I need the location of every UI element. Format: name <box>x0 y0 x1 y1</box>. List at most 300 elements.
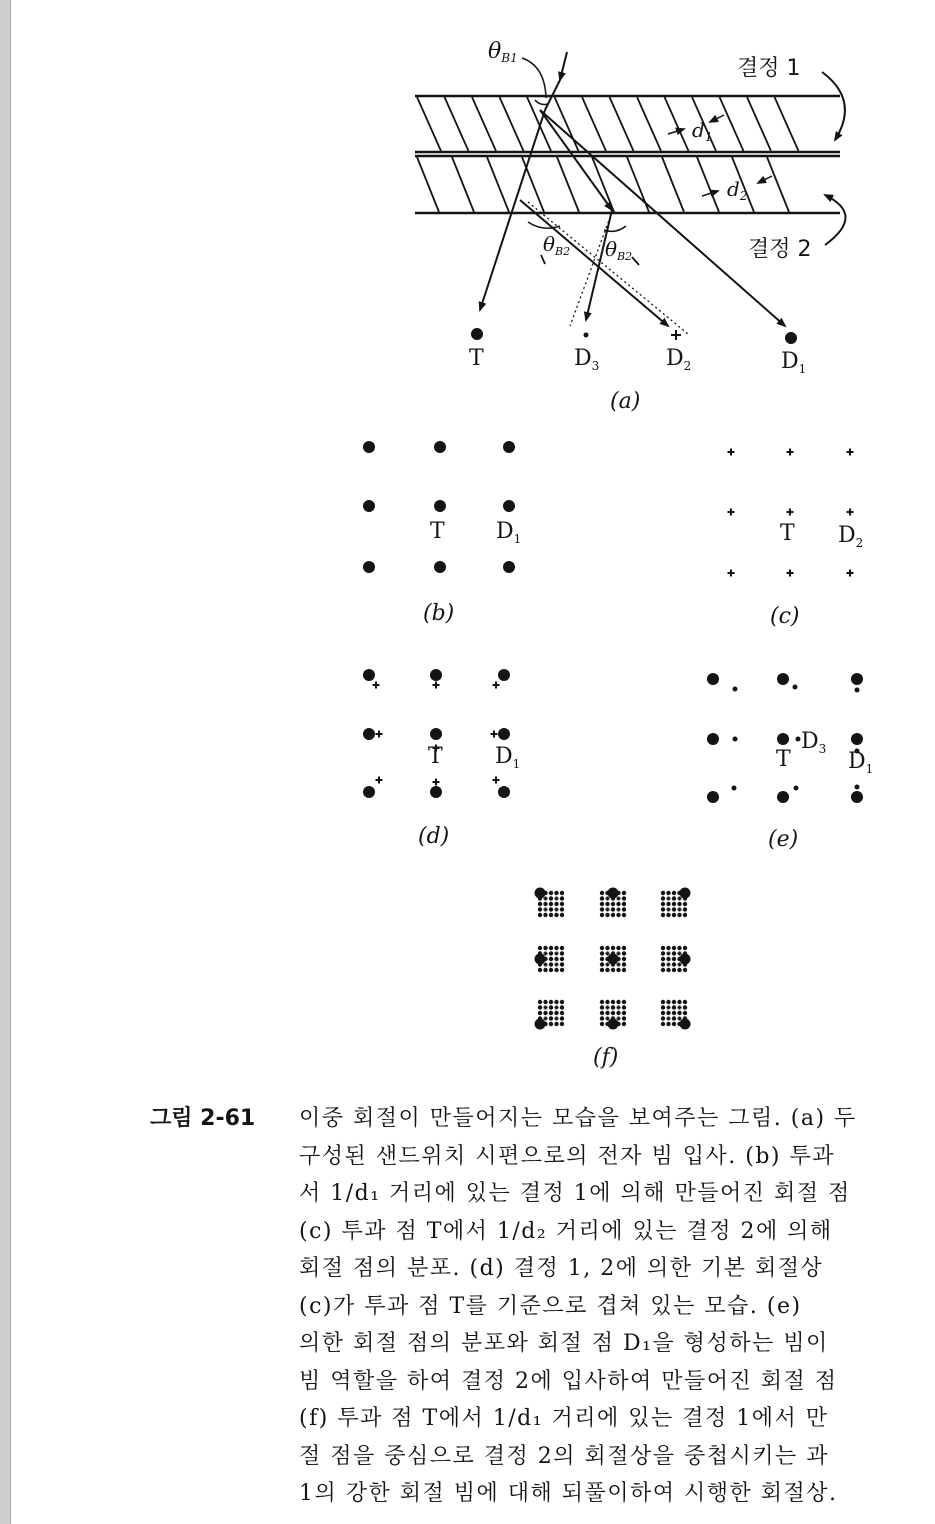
label-d1: $D_1$ <box>781 349 807 376</box>
diffraction-spot-cross <box>555 908 559 912</box>
diffraction-spot <box>672 896 676 900</box>
diffraction-spot <box>560 1022 564 1026</box>
diffraction-spot <box>549 891 553 895</box>
diffraction-spot <box>622 902 626 906</box>
diffraction-spot <box>549 1000 553 1004</box>
diffraction-spot <box>677 1000 681 1004</box>
diffraction-spot <box>855 688 860 693</box>
diffraction-spot <box>661 907 665 911</box>
diffraction-spot <box>672 1005 676 1009</box>
panel-b-t: T <box>430 519 445 544</box>
diffraction-spot <box>622 907 626 911</box>
diffraction-spot <box>600 891 604 895</box>
diffraction-spot <box>543 913 547 917</box>
diffraction-spot <box>549 896 553 900</box>
diffraction-spot <box>616 946 620 950</box>
beam-d3 <box>586 210 612 320</box>
diffraction-spot <box>672 1016 676 1020</box>
diffraction-spot <box>549 962 553 966</box>
diffraction-spot <box>622 1000 626 1004</box>
diffraction-spot-cross <box>606 952 610 956</box>
diffraction-spot <box>554 913 558 917</box>
caption-line: 회절 점의 분포. (d) 결정 1, 2에 의한 기본 회절상 <box>299 1256 824 1281</box>
crystal1-plane <box>500 97 524 151</box>
diffraction-spot <box>672 1011 676 1015</box>
diffraction-spot <box>543 891 547 895</box>
diffraction-spot <box>672 946 676 950</box>
diffraction-spot-cross <box>493 682 500 689</box>
panel-e-t: T <box>776 747 791 772</box>
diffraction-spot <box>538 1005 542 1009</box>
diffraction-spot <box>616 902 620 906</box>
crystal2-plane <box>557 157 579 212</box>
diffraction-spot <box>549 946 553 950</box>
panel-d-t: T <box>428 744 443 769</box>
label-t: T <box>469 346 484 371</box>
caption-line: 이중 회절이 만들어지는 모습을 보여주는 그림. (a) 두 <box>299 1106 857 1131</box>
diffraction-spot <box>605 968 609 972</box>
diffraction-spot-cross <box>376 731 383 738</box>
diffraction-spot <box>363 500 375 512</box>
diffraction-spot <box>661 1000 665 1004</box>
diffraction-spot <box>683 896 687 900</box>
diffraction-spot <box>666 1000 670 1004</box>
diffraction-spot <box>683 907 687 911</box>
diffraction-spot-cross <box>678 1006 682 1010</box>
diffraction-spot <box>538 1011 542 1015</box>
diffraction-spot <box>661 891 665 895</box>
diffraction-spot <box>543 968 547 972</box>
panel-c-spots <box>728 449 854 577</box>
diffraction-spot <box>622 957 626 961</box>
beam-d1 <box>540 110 785 326</box>
diffraction-spot <box>538 1000 542 1004</box>
diffraction-spot <box>600 913 604 917</box>
diffraction-spot <box>560 951 564 955</box>
crystal1-plane <box>555 97 579 151</box>
diffraction-spot-cross <box>667 963 671 967</box>
diffraction-spot <box>616 1011 620 1015</box>
crystal1-plane <box>720 97 744 151</box>
diffraction-spot <box>363 786 375 798</box>
diffraction-spot <box>554 946 558 950</box>
diffraction-spot-cross <box>544 963 548 967</box>
diffraction-spot <box>538 913 542 917</box>
crystal1-planes <box>417 97 799 151</box>
diffraction-spot <box>851 791 863 803</box>
d2-arrow-right <box>758 176 772 183</box>
diffraction-spot <box>538 962 542 966</box>
crystal1-pointer <box>822 72 845 140</box>
diffraction-spot <box>611 1005 615 1009</box>
diffraction-spot-cross <box>555 1017 559 1021</box>
diffraction-spot-cross <box>606 1006 610 1010</box>
panel-e-label: (e) <box>768 827 799 852</box>
diffraction-spot <box>777 791 789 803</box>
panel-b-spots <box>363 441 515 573</box>
diffraction-spot <box>707 733 719 745</box>
diffraction-spot <box>538 896 542 900</box>
diffraction-spot-cross <box>544 1006 548 1010</box>
diffraction-spot <box>600 962 604 966</box>
diffraction-spot <box>683 902 687 906</box>
diffraction-spot <box>616 968 620 972</box>
crystal1-plane <box>472 97 496 151</box>
diffraction-spot-cross <box>787 509 794 516</box>
caption-line: 서 1/d₁ 거리에 있는 결정 1에 의해 만들어진 회절 점 <box>299 1181 851 1206</box>
diffraction-spot <box>363 561 375 573</box>
label-d3: $D_3$ <box>574 346 600 373</box>
diffraction-spot <box>498 728 510 740</box>
diffraction-spot <box>543 1022 547 1026</box>
diffraction-spot <box>560 896 564 900</box>
diffraction-spot <box>554 1011 558 1015</box>
theta-b2-right-symbol: $\theta_{B2}$ <box>605 237 633 263</box>
diffraction-spot-cross <box>491 731 498 738</box>
diffraction-spot <box>611 896 615 900</box>
diffraction-spot-cross <box>667 1017 671 1021</box>
diffraction-spot <box>363 669 375 681</box>
diffraction-spot <box>554 902 558 906</box>
diffraction-spot <box>363 728 375 740</box>
panel-f-label: (f) <box>593 1045 619 1070</box>
diffraction-spot <box>622 1016 626 1020</box>
diffraction-spot-cross <box>544 897 548 901</box>
caption-line: 빔 역할을 하여 결정 2에 입사하여 만들어진 회절 점 <box>299 1368 838 1394</box>
diffraction-spot <box>611 962 615 966</box>
diffraction-spot <box>677 902 681 906</box>
diffraction-spot <box>434 561 446 573</box>
panel-f-spots <box>535 888 691 1030</box>
caption-line: 구성된 샌드위치 시편으로의 전자 빔 입사. (b) 투과 <box>299 1143 835 1169</box>
spot-t <box>471 328 483 340</box>
diffraction-spot <box>666 1011 670 1015</box>
theta-b1-leader <box>522 58 546 98</box>
diffraction-spot-cross <box>606 897 610 901</box>
diffraction-spot <box>683 946 687 950</box>
diffraction-spot <box>796 737 801 742</box>
diffraction-spot <box>661 951 665 955</box>
internal-beam <box>540 110 612 210</box>
diffraction-spot-cross <box>728 449 735 456</box>
diffraction-spot-cross <box>678 952 682 956</box>
panel-b-label: (b) <box>423 601 455 626</box>
d2-symbol: $d_2$ <box>727 177 748 203</box>
diffraction-spot <box>672 891 676 895</box>
diffraction-spot <box>733 687 738 692</box>
diffraction-spot <box>672 902 676 906</box>
crystal1-plane <box>747 97 771 151</box>
panel-e-d3: $D_3$ <box>801 729 827 756</box>
diffraction-spot <box>622 1022 626 1026</box>
crystal2-label: 결정 2 <box>748 237 812 262</box>
diffraction-spot <box>560 957 564 961</box>
crystal1-plane <box>637 97 661 151</box>
d1-symbol: $d_1$ <box>692 118 713 144</box>
diffraction-spot <box>560 962 564 966</box>
transmitted-beam <box>480 110 545 310</box>
diffraction-spot <box>666 913 670 917</box>
crystal1-plane <box>665 97 689 151</box>
diffraction-spot <box>600 951 604 955</box>
diffraction-spot <box>560 1005 564 1009</box>
diffraction-spot-cross <box>728 509 735 516</box>
diffraction-spot-cross <box>555 1006 559 1010</box>
diffraction-spot <box>616 1000 620 1004</box>
diffraction-spot <box>560 946 564 950</box>
diffraction-spot-cross <box>555 897 559 901</box>
diffraction-spot <box>503 441 515 453</box>
diffraction-spot-cross <box>787 449 794 456</box>
diffraction-spot-cross <box>847 509 854 516</box>
diffraction-spot-cross <box>728 570 735 577</box>
diffraction-spot <box>554 891 558 895</box>
diffraction-spot <box>554 1022 558 1026</box>
diffraction-spot <box>661 1022 665 1026</box>
diffraction-spot <box>560 1016 564 1020</box>
diffraction-spot <box>434 441 446 453</box>
crystal2-pointer <box>825 195 846 245</box>
diffraction-spot <box>616 1022 620 1026</box>
diffraction-spot <box>538 902 542 906</box>
diffraction-spot-cross <box>433 682 440 689</box>
diffraction-spot-cross <box>678 1017 682 1021</box>
panel-d-spots <box>363 669 510 798</box>
crystal1-plane <box>417 97 441 151</box>
diffraction-spot <box>661 1016 665 1020</box>
diffraction-spot <box>661 962 665 966</box>
diffraction-spot <box>851 733 863 745</box>
diffraction-spot-cross <box>544 908 548 912</box>
crystal2-plane <box>417 157 439 212</box>
diffraction-spot <box>622 946 626 950</box>
crystal1-plane <box>610 97 634 151</box>
diffraction-spot <box>666 957 670 961</box>
diffraction-spot-cross <box>606 1017 610 1021</box>
diffraction-spot <box>549 957 553 961</box>
diffraction-spot <box>611 907 615 911</box>
diffraction-spot <box>605 902 609 906</box>
diffraction-spot <box>733 737 738 742</box>
diffraction-spot <box>560 1011 564 1015</box>
diffraction-spot <box>672 957 676 961</box>
diffraction-spot <box>677 968 681 972</box>
diffraction-spot <box>560 1000 564 1004</box>
caption-line: (c) 투과 점 T에서 1/d₂ 거리에 있는 결정 2에 의해 <box>299 1218 833 1244</box>
diffraction-spot <box>554 1000 558 1004</box>
crystal2-plane <box>767 157 789 212</box>
panel-a-label: (a) <box>610 389 641 414</box>
panel-e-spots <box>707 673 863 803</box>
crystal2-plane <box>452 157 474 212</box>
caption-line: (f) 투과 점 T에서 1/d₁ 거리에 있는 결정 1에서 만 <box>299 1406 829 1431</box>
panel-d-label: (d) <box>418 824 450 849</box>
diffraction-spot <box>611 1000 615 1004</box>
diffraction-spot <box>672 907 676 911</box>
diffraction-spot-cross <box>544 952 548 956</box>
diffraction-spot <box>616 957 620 961</box>
diffraction-spot <box>549 1005 553 1009</box>
diffraction-spot <box>549 968 553 972</box>
diffraction-spot <box>600 968 604 972</box>
diffraction-spot <box>672 962 676 966</box>
diffraction-spot <box>683 1005 687 1009</box>
diffraction-spot-cross <box>433 779 440 786</box>
dotted-line-2 <box>570 212 612 326</box>
diffraction-spot-cross <box>493 777 500 784</box>
diffraction-spot <box>616 891 620 895</box>
label-d2: $D_2$ <box>666 346 692 373</box>
diffraction-spot <box>683 1000 687 1004</box>
diffraction-spot <box>498 669 510 681</box>
diffraction-spot-cross <box>617 963 621 967</box>
diffraction-spot <box>503 561 515 573</box>
diffraction-spot <box>605 913 609 917</box>
diffraction-spot <box>683 1011 687 1015</box>
diffraction-spot <box>554 957 558 961</box>
diffraction-spot <box>611 913 615 917</box>
spot-d3 <box>584 333 589 338</box>
diffraction-spot <box>611 1011 615 1015</box>
diffraction-spot <box>851 673 863 685</box>
diffraction-spot <box>794 786 799 791</box>
diffraction-spot <box>560 913 564 917</box>
caption-line: (c)가 투과 점 T를 기준으로 겹쳐 있는 모습. (e) <box>299 1293 802 1319</box>
diffraction-spot <box>672 1000 676 1004</box>
beam-d2 <box>520 200 668 326</box>
diffraction-spot-cross <box>678 897 682 901</box>
crystal2-plane <box>697 157 719 212</box>
diffraction-spot <box>666 968 670 972</box>
theta-b2-tick-right <box>632 257 639 265</box>
diffraction-spot <box>560 907 564 911</box>
diffraction-spot-cross <box>667 1006 671 1010</box>
crystal1-label: 결정 1 <box>737 56 801 81</box>
diffraction-spot <box>434 500 446 512</box>
diffraction-spot <box>538 907 542 911</box>
diffraction-spot-cross <box>667 908 671 912</box>
diffraction-spot <box>549 1016 553 1020</box>
diffraction-spot <box>605 1000 609 1004</box>
diffraction-spot <box>707 791 719 803</box>
diffraction-spot <box>498 786 510 798</box>
diffraction-spot <box>549 1011 553 1015</box>
diffraction-spot <box>622 968 626 972</box>
diffraction-spot <box>661 896 665 900</box>
diffraction-spot <box>600 1016 604 1020</box>
diffraction-spot-cross <box>678 908 682 912</box>
panel-e-d1: $D_1$ <box>848 749 874 776</box>
panel-d-d: $D_1$ <box>495 744 521 771</box>
diffraction-spot-cross <box>555 963 559 967</box>
diffraction-spot <box>622 962 626 966</box>
diffraction-spot-cross <box>376 777 383 784</box>
panel-b-d: $D_1$ <box>496 519 522 546</box>
diffraction-spot-cross <box>617 952 621 956</box>
diffraction-spot-cross <box>373 682 380 689</box>
diffraction-spot-cross <box>606 908 610 912</box>
diffraction-spot <box>600 1011 604 1015</box>
diffraction-spot <box>549 902 553 906</box>
diffraction-spot <box>666 1022 670 1026</box>
diffraction-spot <box>543 957 547 961</box>
diffraction-spot <box>622 896 626 900</box>
diffraction-spot-cross <box>847 449 854 456</box>
diffraction-spot <box>543 902 547 906</box>
diffraction-spot <box>680 1019 691 1030</box>
diffraction-spot-cross <box>555 952 559 956</box>
diffraction-spot <box>672 968 676 972</box>
caption-line: 절 점을 중심으로 결정 2의 회절상을 중첩시키는 과 <box>299 1443 829 1469</box>
theta-b2-tick-left <box>541 255 545 264</box>
diffraction-spot <box>777 733 789 745</box>
diffraction-spot <box>672 1022 676 1026</box>
d1-arrow-right <box>710 115 724 122</box>
figure-number: 그림 2-61 <box>150 1106 256 1131</box>
diffraction-spot-cross <box>617 1017 621 1021</box>
diffraction-spot-cross <box>617 908 621 912</box>
diffraction-spot <box>793 685 798 690</box>
theta-b2-left-symbol: $\theta_{B2}$ <box>543 232 571 258</box>
diffraction-spot <box>560 891 564 895</box>
crystal2-plane <box>487 157 509 212</box>
diffraction-spot <box>707 673 719 685</box>
diffraction-spot-cross <box>667 952 671 956</box>
diffraction-spot <box>560 902 564 906</box>
diffraction-spot <box>622 951 626 955</box>
diffraction-spot <box>732 786 737 791</box>
diffraction-spot <box>666 946 670 950</box>
diffraction-spot <box>672 951 676 955</box>
diffraction-spot <box>543 946 547 950</box>
diffraction-spot <box>661 968 665 972</box>
diffraction-spot <box>600 946 604 950</box>
diffraction-spot <box>661 913 665 917</box>
diffraction-spot <box>611 902 615 906</box>
diffraction-spot <box>622 913 626 917</box>
diffraction-spot-cross <box>617 897 621 901</box>
diffraction-spot <box>677 946 681 950</box>
diffraction-spot <box>666 891 670 895</box>
diffraction-spot <box>661 902 665 906</box>
crystal1-plane <box>582 97 606 151</box>
theta-b1-symbol: θB1 <box>488 39 518 65</box>
diffraction-spot <box>683 968 687 972</box>
diffraction-spot <box>611 968 615 972</box>
diffraction-spot-cross <box>847 570 854 577</box>
diffraction-spot <box>605 1011 609 1015</box>
panel-c-label: (c) <box>770 604 800 629</box>
spot-d2 <box>671 330 681 340</box>
diffraction-spot <box>666 902 670 906</box>
diffraction-spot <box>600 957 604 961</box>
diffraction-spot <box>538 968 542 972</box>
diffraction-spot-cross <box>678 963 682 967</box>
diffraction-spot-cross <box>617 1006 621 1010</box>
diffraction-spot <box>600 1005 604 1009</box>
diffraction-spot-cross <box>606 963 610 967</box>
diffraction-spot <box>543 1000 547 1004</box>
diffraction-spot-cross <box>544 1017 548 1021</box>
diffraction-spot <box>600 907 604 911</box>
diffraction-spot <box>430 728 442 740</box>
crystal2-plane <box>662 157 684 212</box>
diffraction-spot <box>683 962 687 966</box>
diffraction-spot <box>549 951 553 955</box>
panel-c-d: $D_2$ <box>838 523 864 550</box>
diffraction-spot <box>677 1011 681 1015</box>
diffraction-spot <box>549 913 553 917</box>
